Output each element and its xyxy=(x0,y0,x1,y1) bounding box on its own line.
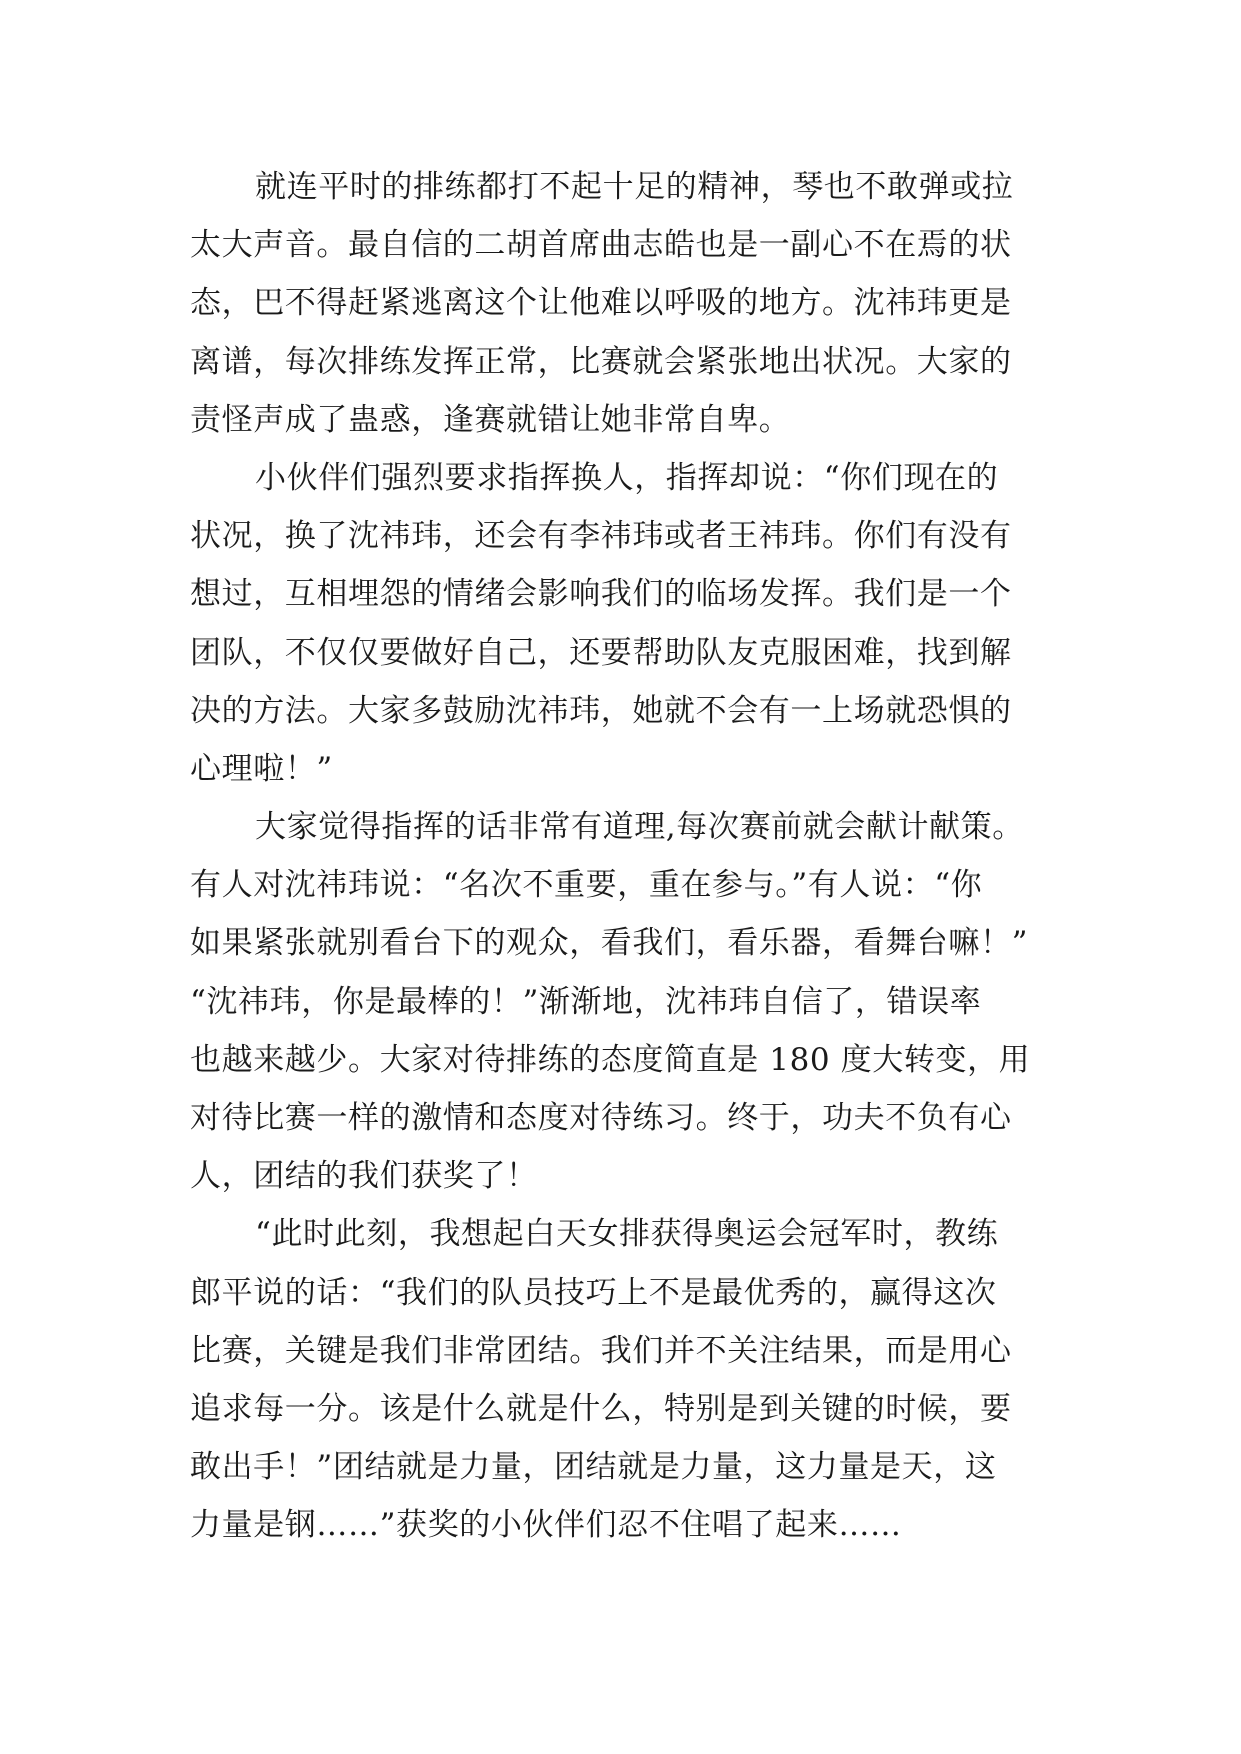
text-line: 郎平说的话：“我们的队员技巧上不是最优秀的，赢得这次 xyxy=(190,1274,997,1311)
text-line: 比赛，关键是我们非常团结。我们并不关注结果，而是用心 xyxy=(190,1332,1012,1369)
text-line: 状况，换了沈祎玮，还会有李祎玮或者王祎玮。你们有没有 xyxy=(190,518,1012,555)
text-line: 太大声音。最自信的二胡首席曲志皓也是一副心不在焉的状 xyxy=(190,227,1012,264)
paragraph-1 xyxy=(190,158,1060,449)
text-line: 心理啦！” xyxy=(190,750,333,787)
text-line: 就连平时的排练都打不起十足的精神，琴也不敢弹或拉 xyxy=(255,169,1014,205)
text-line: 团队，不仅仅要做好自己，还要帮助队友克服困难，找到解 xyxy=(190,634,1012,671)
body-text xyxy=(190,158,1060,1555)
text-line: 如果紧张就别看台下的观众，看我们，看乐器，看舞台嘛！” xyxy=(190,925,1029,962)
text-line: 想过，互相埋怨的情绪会影响我们的临场发挥。我们是一个 xyxy=(190,576,1012,613)
text-line: 也越来越少。大家对待排练的态度简直是 180 度大转变，用 xyxy=(190,1041,1031,1078)
text-line: 离谱，每次排练发挥正常，比赛就会紧张地出状况。大家的 xyxy=(190,343,1012,380)
paragraph-4 xyxy=(190,1205,1060,1554)
text-line: 敢出手！”团结就是力量，团结就是力量，这力量是天，这 xyxy=(190,1449,997,1486)
text-line: “此时此刻，我想起白天女排获得奥运会冠军时，教练 xyxy=(255,1216,999,1253)
text-line: 态，巴不得赶紧逃离这个让他难以呼吸的地方。沈祎玮更是 xyxy=(190,285,1012,322)
text-line: 追求每一分。该是什么就是什么，特别是到关键的时候，要 xyxy=(190,1390,1012,1427)
paragraph-3 xyxy=(190,798,1060,1205)
text-line: 小伙伴们强烈要求指挥换人，指挥却说：“你们现在的 xyxy=(255,459,999,496)
text-line: 力量是钢……”获奖的小伙伴们忍不住唱了起来…… xyxy=(190,1507,902,1544)
text-line: 人，团结的我们获奖了！ xyxy=(190,1158,538,1195)
text-line: 责怪声成了蛊惑，逢赛就错让她非常自卑。 xyxy=(190,401,791,438)
text-line: “沈祎玮，你是最棒的！”渐渐地，沈祎玮自信了，错误率 xyxy=(190,983,982,1020)
text-line: 大家觉得指挥的话非常有道理,每次赛前就会献计献策。 xyxy=(255,809,1024,846)
text-line: 对待比赛一样的激情和态度对待练习。终于，功夫不负有心 xyxy=(190,1100,1012,1136)
text-line: 有人对沈祎玮说：“名次不重要，重在参与。”有人说：“你 xyxy=(190,867,983,904)
text-line: 决的方法。大家多鼓励沈祎玮，她就不会有一上场就恐惧的 xyxy=(190,692,1012,729)
paragraph-2 xyxy=(190,449,1060,798)
